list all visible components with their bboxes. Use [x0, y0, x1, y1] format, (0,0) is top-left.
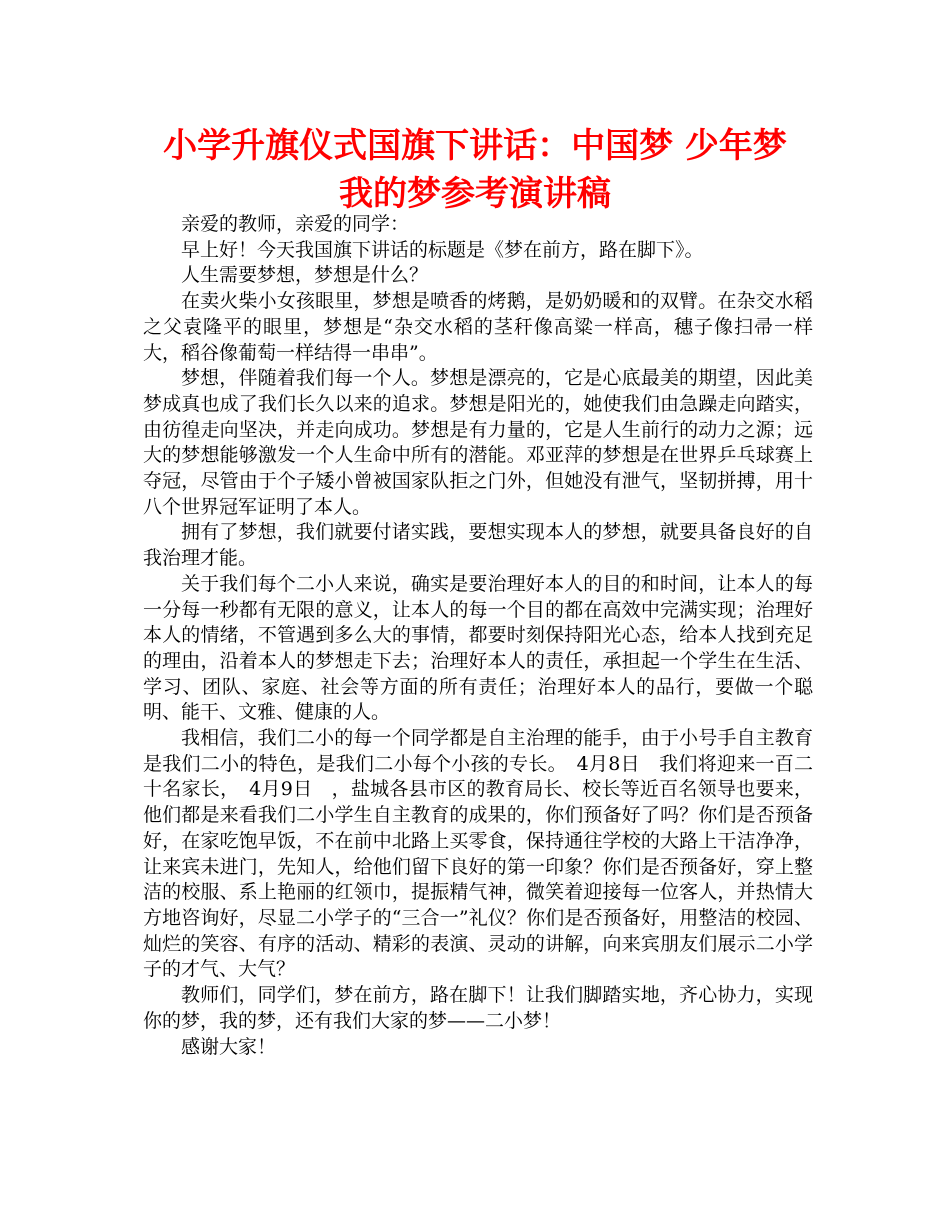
document-title — [140, 122, 810, 218]
paragraph-call-to-action: 教师们，同学们，梦在前方，路在脚下！让我们脚踏实地，齐心协力，实现你的梦，我的梦，还有我们大家的梦——二小梦！ — [143, 984, 813, 1032]
paragraph-self-management: 关于我们每个二小人来说，确实是要治理好本人的目的和时间，让本人的每一分每一秒都有无限的意义，让本人的每一个目的都在高效中完满实现；治理好本人的情绪，不管遇到多么大的事情，都要时刻保持阳光心态，给本人找到充足的理由，沿着本人的梦想走下去；治理好本人的责任，承担起一个学生在生活、学习、团队、家庭、社会等方面的所有责任；治理好本人的品行，要做一个聪明、能干、文雅、健康的人。 — [143, 572, 813, 724]
title-line-2: 我的梦参考演讲稿 — [339, 174, 611, 214]
paragraph-dream-meaning: 梦想，伴随着我们每一个人。梦想是漂亮的，它是心底最美的期望，因此美梦成真也成了我们长久以来的追求。梦想是阳光的，她使我们由急躁走向踏实，由彷徨走向坚决，并走向成功。梦想是有力量的，它是人生前行的动力之源；远大的梦想能够激发一个人生命中所有的潜能。邓亚萍的梦想是在世界乒乓球赛上夺冠，尽管由于个子矮小曾被国家队拒之门外，但她没有泄气，坚韧拼搏，用十八个世界冠军证明了本人。 — [143, 367, 813, 518]
paragraph-thanks: 感谢大家！ — [181, 1035, 277, 1058]
paragraph-examples: 在卖火柴小女孩眼里，梦想是喷香的烤鹅，是奶奶暖和的双臂。在杂交水稻之父袁隆平的眼里，梦想是“杂交水稻的茎秆像高粱一样高，穗子像扫帚一样大，稻谷像葡萄一样结得一串串”。 — [143, 290, 813, 364]
document-body — [143, 212, 813, 1060]
paragraph-question: 人生需要梦想，梦想是什么？ — [181, 264, 429, 287]
paragraph-greeting: 亲爱的教师，亲爱的同学： — [181, 213, 410, 235]
title-line-1: 小学升旗仪式国旗下讲话：中国梦 少年梦 — [163, 126, 787, 166]
paragraph-preparation: 我相信，我们二小的每一个同学都是自主治理的能手，由于小号手自主教育是我们二小的特色，是我们二小每个小孩的专长。 4月8日 我们将迎来一百二十名家长， 4月9日 ，盐城各县市区的教育局长、校长等近百名领导也要来，他们都是来看我们二小学生自主教育的成果的，你们预备好了吗？你们是否预备好，在家吃饱早饭，不在前中北路上买零食，保持通往学校的大路上干洁净净，让来宾未进门，先知人，给他们留下良好的第一印象？你们是否预备好，穿上整洁的校服、系上艳丽的红领巾，提振精气神，微笑着迎接每一位客人，并热情大方地咨询好，尽显二小学子的“三合一”礼仪？你们是否预备好，用整洁的校园、灿烂的笑容、有序的活动、精彩的表演、灵动的讲解，向来宾朋友们展示二小学子的才气、大气？ — [143, 727, 813, 981]
paragraph-opening: 早上好！今天我国旗下讲话的标题是《梦在前方，路在脚下》。 — [181, 238, 704, 261]
paragraph-practice: 拥有了梦想，我们就要付诸实践，要想实现本人的梦想，就要具备良好的自我治理才能。 — [143, 521, 813, 570]
